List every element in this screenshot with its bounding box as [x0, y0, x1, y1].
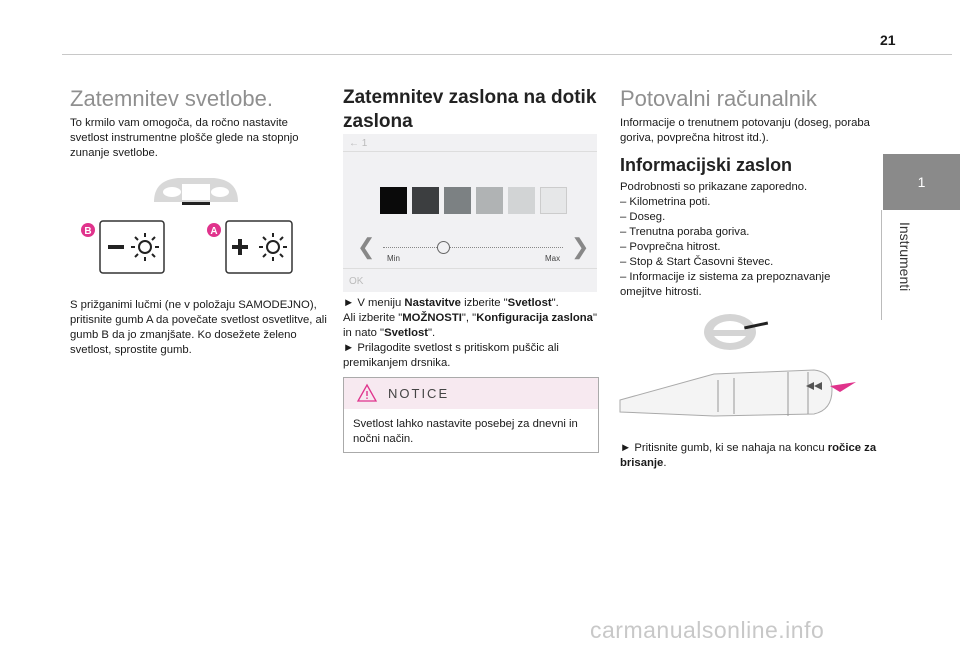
section-heading-dimming: Zatemnitev svetlobe. — [70, 86, 273, 111]
trip-computer-intro: Informacije o trenutnem potovanju (doseg, poraba goriva, povprečna hitrost itd.). — [620, 117, 870, 144]
section-heading-trip-computer: Potovalni računalnik — [620, 86, 817, 111]
notice-box — [343, 377, 599, 453]
page-number: 21 — [880, 32, 896, 48]
screen-back-label: 1 — [361, 138, 368, 149]
brightness-swatch-4[interactable] — [476, 187, 503, 214]
button-a-increase[interactable] — [206, 219, 296, 275]
ok-button[interactable]: OK — [349, 276, 364, 287]
back-arrow-icon[interactable]: ← 1 — [349, 138, 368, 149]
steering-wheel-icon — [700, 310, 772, 352]
section-subheading-info-display: Informacijski zaslon — [620, 155, 793, 175]
header-divider — [62, 54, 952, 55]
wiper-stalk-illustration — [618, 362, 858, 430]
dashboard-icon — [148, 172, 244, 212]
touchscreen-steps: ► V meniju Nastavitve izberite "Svetlost". Ali izberite "MOŽNOSTI", "Konfiguracija zaslona" in nato "Svetlost". ► Prilagodite svetlost s pritiskom puščic ali premikanjem drsnika. — [343, 297, 597, 369]
brightness-swatch-6[interactable] — [540, 187, 567, 214]
chapter-tab[interactable]: 1 — [883, 154, 960, 210]
brightness-swatch-1[interactable] — [380, 187, 407, 214]
brightness-slider-knob[interactable] — [437, 241, 450, 254]
warning-icon — [356, 383, 378, 403]
button-b-decrease[interactable] — [80, 219, 166, 275]
watermark: carmanualsonline.info — [590, 617, 825, 643]
brightness-slider-track[interactable] — [383, 247, 563, 248]
brightness-swatch-3[interactable] — [444, 187, 471, 214]
section-heading-touchscreen: Zatemnitev zaslona na dotik zaslona — [343, 87, 597, 132]
brightness-swatch-5[interactable] — [508, 187, 535, 214]
chevron-right-icon[interactable]: ❯ — [571, 234, 590, 259]
button-a-label: A — [210, 226, 218, 237]
slider-max-label: Max — [545, 254, 561, 263]
dimming-intro: To krmilo vam omogoča, da ročno nastavite svetlost instrumentne plošče glede na stopnjo zunanje svetlobe. — [70, 117, 299, 159]
button-b-label: B — [84, 226, 92, 237]
notice-title: NOTICE — [388, 386, 450, 401]
brightness-swatch-2[interactable] — [412, 187, 439, 214]
notice-body: Svetlost lahko nastavite posebej za dnevni in nočni način. — [353, 418, 578, 445]
slider-min-label: Min — [387, 254, 400, 263]
chapter-divider — [881, 210, 882, 320]
dimming-instructions: S prižganimi lučmi (ne v položaju SAMODEJNO), pritisnite gumb A da povečate svetlost osvetlitve, ali gumb B da jo zmanjšate. Ko dosežete želeno svetlost, sprostite gumb. — [70, 299, 327, 356]
chapter-title: Instrumenti — [897, 222, 913, 292]
chevron-left-icon[interactable]: ❮ — [357, 234, 376, 259]
touchscreen-illustration — [343, 134, 597, 292]
pointer-arrow-icon — [830, 382, 856, 392]
wiper-button-step: ► Pritisnite gumb, ki se nahaja na koncu ročice za brisanje. — [620, 442, 877, 469]
info-display-list: Podrobnosti so prikazane zaporedno. – Kilometrina poti. – Doseg. – Trenutna poraba goriva. – Povprečna hitrost. – Stop & Start Časovni števec. – Informacije iz sistema za prepoznavanje omejitve hitrosti. — [620, 181, 831, 298]
